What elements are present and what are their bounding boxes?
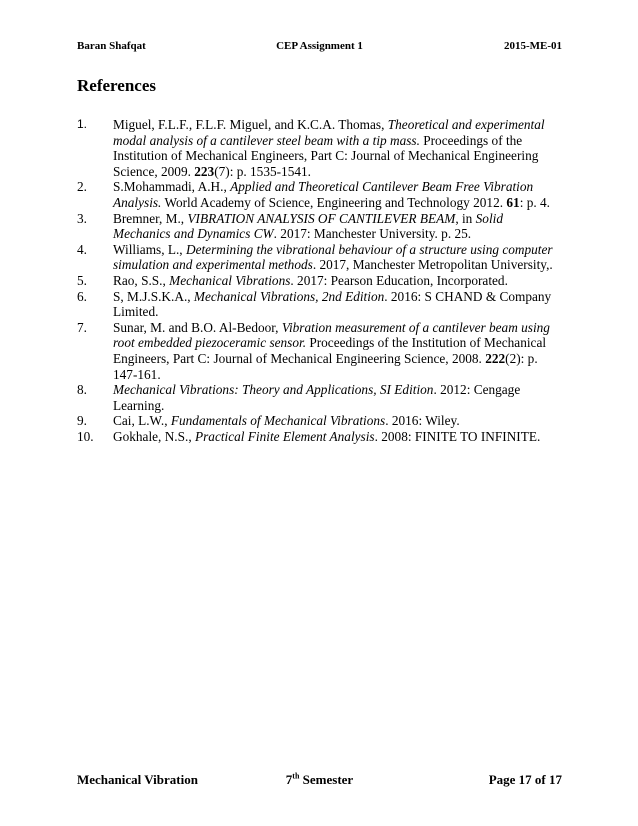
reference-authors: S.Mohammadi, A.H.,	[113, 179, 231, 195]
reference-pages: (2): p. 147-161.	[113, 350, 538, 382]
reference-item-1	[77, 117, 563, 179]
reference-item-4	[77, 242, 563, 273]
references-list	[77, 117, 563, 444]
reference-authors: Sunar, M. and B.O. Al-Bedoor,	[113, 319, 282, 335]
reference-title: Practical Finite Element Analysis	[195, 428, 375, 444]
reference-title: Determining the vibrational behaviour of a structure using computer simulation and experimental methods	[113, 241, 553, 273]
reference-source: . 2016: S CHAND & Company Limited.	[113, 288, 552, 320]
header-assignment: CEP Assignment 1	[276, 40, 363, 52]
reference-title: Mechanical Vibrations, 2nd Edition	[193, 288, 385, 304]
reference-pages: . 2017: Manchester University. p. 25.	[273, 226, 472, 242]
reference-volume: 223	[194, 163, 215, 179]
reference-source: . 2016: Wiley.	[385, 413, 460, 429]
reference-number: 10.	[77, 428, 94, 444]
reference-item-9	[77, 413, 563, 429]
reference-number: 4.	[77, 241, 87, 257]
reference-source: , in	[455, 210, 476, 226]
reference-authors: Gokhale, N.S.,	[113, 428, 195, 444]
reference-item-8	[77, 382, 563, 413]
reference-source: World Academy of Science, Engineering and Technology 2012.	[161, 194, 507, 210]
reference-volume: 61	[506, 194, 520, 210]
page-header	[77, 40, 562, 56]
reference-item-7	[77, 320, 563, 382]
reference-item-3	[77, 211, 563, 242]
footer-semester-word: Semester	[299, 772, 354, 787]
reference-title: VIBRATION ANALYSIS OF CANTILEVER BEAM	[187, 210, 456, 226]
reference-title: Fundamentals of Mechanical Vibrations	[170, 413, 386, 429]
reference-authors: Bremner, M.,	[113, 210, 188, 226]
reference-title: Applied and Theoretical Cantilever Beam Free Vibration Analysis.	[113, 179, 534, 210]
reference-source: . 2012: Cengage Learning.	[113, 382, 521, 413]
reference-title: Theoretical and experimental modal analysis of a cantilever steel beam with a tip mass.	[113, 117, 545, 148]
reference-item-6	[77, 289, 563, 320]
reference-source: Proceedings of the Institution of Mechanical Engineers, Part C: Journal of Mechanical Engineering Science, 2009.	[113, 132, 539, 179]
reference-authors: Cai, L.W.,	[113, 413, 171, 429]
reference-number: 1.	[77, 117, 88, 131]
reference-authors: Rao, S.S.,	[113, 272, 170, 288]
reference-item-10	[77, 429, 563, 445]
reference-title: Mechanical Vibrations	[169, 272, 291, 288]
reference-authors: Williams, L.,	[113, 241, 186, 257]
footer-page-number: Page 17 of 17	[488, 772, 562, 787]
reference-number: 9.	[77, 413, 87, 429]
reference-number: 8.	[77, 382, 87, 398]
footer-semester-number: 7	[285, 772, 293, 787]
reference-pages: (7): p. 1535-1541.	[214, 163, 311, 179]
reference-number: 7.	[77, 319, 87, 335]
page-title: References	[77, 76, 156, 95]
header-author: Baran Shafqat	[77, 40, 146, 52]
reference-volume: 222	[485, 350, 506, 366]
reference-title: Mechanical Vibrations: Theory and Applications, SI Edition	[113, 382, 434, 398]
reference-number: 2.	[77, 179, 87, 195]
reference-item-2	[77, 179, 563, 210]
reference-authors: S, M.J.S.K.A.,	[113, 288, 194, 304]
footer-semester-suffix: th	[292, 771, 300, 781]
reference-title: Vibration measurement of a cantilever beam using root embedded piezoceramic sensor.	[113, 319, 550, 351]
reference-source: . 2017, Manchester Metropolitan University,.	[312, 257, 553, 273]
reference-book: Solid Mechanics and Dynamics CW	[113, 210, 503, 242]
reference-number: 6.	[77, 288, 87, 304]
reference-authors: Miguel, F.L.F., F.L.F. Miguel, and K.C.A. Thomas,	[113, 117, 388, 132]
reference-pages: : p. 4.	[519, 194, 550, 210]
reference-item-5	[77, 273, 563, 289]
reference-number: 5.	[77, 272, 87, 288]
page-footer	[77, 772, 562, 790]
reference-source: Proceedings of the Institution of Mechanical Engineers, Part C: Journal of Mechanical Engineering Science, 2008.	[113, 335, 547, 366]
reference-number: 3.	[77, 210, 87, 226]
reference-source: . 2008: FINITE TO INFINITE.	[374, 428, 541, 444]
header-roll-number: 2015-ME-01	[503, 40, 562, 52]
reference-source: . 2017: Pearson Education, Incorporated.	[290, 272, 508, 288]
footer-course: Mechanical Vibration	[77, 772, 198, 787]
